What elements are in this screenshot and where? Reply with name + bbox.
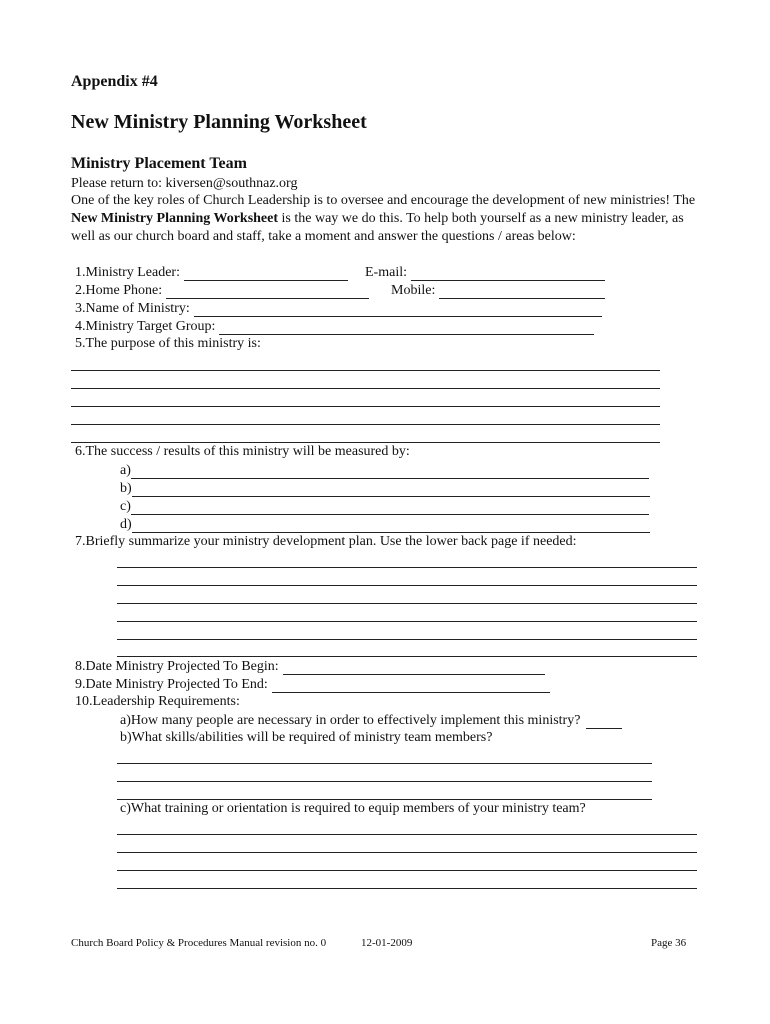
section-subtitle: Ministry Placement Team bbox=[71, 155, 247, 172]
success-item-d-input[interactable] bbox=[132, 520, 650, 533]
success-item-a-input[interactable] bbox=[131, 466, 649, 479]
success-item-d bbox=[120, 517, 650, 533]
success-item-c bbox=[120, 499, 649, 515]
ministry-name-label: 3.Name of Ministry: bbox=[75, 301, 190, 316]
success-item-c-input[interactable] bbox=[131, 502, 649, 515]
intro-text-1: One of the key roles of Church Leadership is to oversee and encourage the development of new ministries! The bbox=[71, 193, 696, 208]
purpose-line-4[interactable] bbox=[71, 424, 660, 425]
ministry-leader-input[interactable] bbox=[184, 268, 348, 281]
page-number: Page 36 bbox=[651, 937, 687, 949]
field-mobile bbox=[391, 283, 605, 299]
plan-line-2[interactable] bbox=[117, 585, 697, 586]
success-item-b-label: b) bbox=[120, 481, 132, 496]
intro-text-2: is the way we do this. To help both yourself as a new ministry leader, as well as our church board and staff, take a moment and answer the questions / areas below: bbox=[71, 211, 684, 244]
footer-manual: Church Board Policy & Procedures Manual revision no. 0 bbox=[71, 937, 327, 949]
mobile-input[interactable] bbox=[439, 286, 605, 299]
purpose-label: 5.The purpose of this ministry is: bbox=[75, 336, 261, 351]
plan-line-5[interactable] bbox=[117, 639, 697, 640]
success-item-c-label: c) bbox=[120, 499, 131, 514]
begin-date-label: 8.Date Ministry Projected To Begin: bbox=[75, 659, 279, 674]
purpose-line-2[interactable] bbox=[71, 388, 660, 389]
end-date-label: 9.Date Ministry Projected To End: bbox=[75, 677, 268, 692]
plan-line-1[interactable] bbox=[117, 567, 697, 568]
target-group-label: 4.Ministry Target Group: bbox=[75, 319, 216, 334]
training-line-4[interactable] bbox=[117, 888, 697, 889]
field-target-group bbox=[75, 319, 594, 335]
field-email bbox=[365, 265, 605, 281]
home-phone-label: 2.Home Phone: bbox=[75, 283, 163, 298]
appendix-heading: Appendix #4 bbox=[71, 73, 158, 90]
field-people-needed bbox=[120, 713, 622, 729]
training-line-2[interactable] bbox=[117, 852, 697, 853]
ministry-name-input[interactable] bbox=[194, 304, 602, 317]
return-to-line: Please return to: kiversen@southnaz.org bbox=[71, 176, 298, 191]
mobile-label: Mobile: bbox=[391, 283, 436, 298]
success-item-a-label: a) bbox=[120, 463, 131, 478]
footer-date: 12-01-2009 bbox=[361, 937, 413, 949]
success-label: 6.The success / results of this ministry will be measured by: bbox=[75, 444, 410, 459]
purpose-line-1[interactable] bbox=[71, 370, 660, 371]
training-line-1[interactable] bbox=[117, 834, 697, 835]
skills-line-2[interactable] bbox=[117, 781, 652, 782]
training-label: c)What training or orientation is required to equip members of your ministry team? bbox=[120, 801, 586, 816]
people-needed-input[interactable] bbox=[586, 716, 622, 729]
intro-bold-title: New Ministry Planning Worksheet bbox=[71, 211, 279, 226]
leadership-label: 10.Leadership Requirements: bbox=[75, 694, 240, 709]
end-date-input[interactable] bbox=[272, 680, 550, 693]
success-item-b bbox=[120, 481, 650, 497]
email-label: E-mail: bbox=[365, 265, 407, 280]
purpose-line-3[interactable] bbox=[71, 406, 660, 407]
home-phone-input[interactable] bbox=[166, 286, 369, 299]
target-group-input[interactable] bbox=[219, 322, 594, 335]
plan-line-3[interactable] bbox=[117, 603, 697, 604]
skills-line-1[interactable] bbox=[117, 763, 652, 764]
email-input[interactable] bbox=[411, 268, 605, 281]
field-home-phone bbox=[75, 283, 369, 299]
success-item-b-input[interactable] bbox=[132, 484, 650, 497]
field-ministry-leader bbox=[75, 265, 348, 281]
intro-paragraph bbox=[71, 192, 696, 246]
success-item-a bbox=[120, 463, 649, 479]
ministry-leader-label: 1.Ministry Leader: bbox=[75, 265, 180, 280]
skills-label: b)What skills/abilities will be required of ministry team members? bbox=[120, 730, 493, 745]
plan-line-4[interactable] bbox=[117, 621, 697, 622]
field-begin-date bbox=[75, 659, 545, 675]
page-title: New Ministry Planning Worksheet bbox=[71, 111, 367, 133]
skills-line-3[interactable] bbox=[117, 799, 652, 800]
success-item-d-label: d) bbox=[120, 517, 132, 532]
people-needed-label: a)How many people are necessary in order to effectively implement this ministry? bbox=[120, 713, 581, 728]
training-line-3[interactable] bbox=[117, 870, 697, 871]
begin-date-input[interactable] bbox=[283, 662, 545, 675]
field-end-date bbox=[75, 677, 550, 693]
plan-label: 7.Briefly summarize your ministry development plan. Use the lower back page if needed: bbox=[75, 534, 577, 549]
field-ministry-name bbox=[75, 301, 602, 317]
purpose-line-5[interactable] bbox=[71, 442, 660, 443]
plan-line-6[interactable] bbox=[117, 656, 697, 657]
